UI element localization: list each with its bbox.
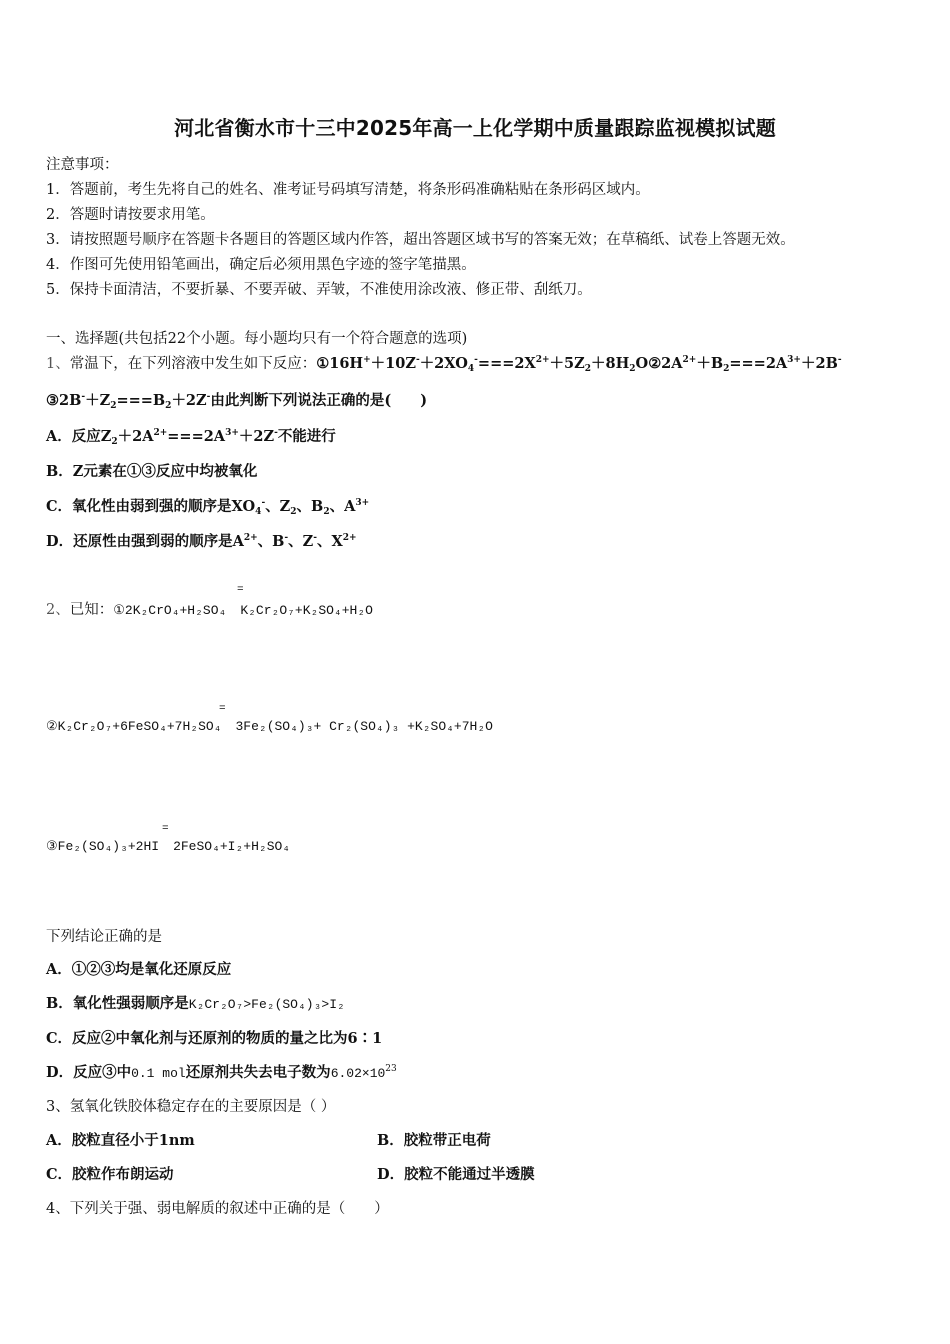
q1-stem-line2 (46, 389, 427, 410)
q2-eq1-sign: = (237, 584, 244, 596)
page-title: 河北省衡水市十三中2025年高一上化学期中质量跟踪监视模拟试题 (174, 116, 776, 140)
q1-option-c: C．氧化性由弱到强的顺序是$XO_4^-$、$Z_2$、$B_2$、$A^{3+}$ (46, 498, 370, 517)
q2-eq2-sign: = (219, 703, 226, 715)
q2-option-c: C．反应②中氧化剂与还原剂的物质的量之比为6∶1 (46, 1030, 383, 1047)
q1-stem-prefix: 常温下，在下列溶液中发生如下反应： (69, 356, 317, 372)
q3-option-c: C．胶粒作布朗运动 (46, 1166, 174, 1183)
q4-stem: 4、下列关于强、弱电解质的叙述中正确的是（ ） (46, 1201, 389, 1217)
q2-equation-2: ②K₂Cr₂O₇+6FeSO₄+7H₂SO₄ 3Fe₂(SO₄)₃+ Cr₂(SO₄)₃ +K₂SO₄+7H₂O (46, 719, 493, 734)
note-item: 1．答题前，考生先将自己的姓名、准考证号码填写清楚，将条形码准确粘贴在条形码区域内。 (46, 182, 650, 198)
q3-option-d: D．胶粒不能通过半透膜 (377, 1166, 535, 1183)
q2-option-b: B．氧化性强弱顺序是K₂Cr₂O₇>Fe₂(SO₄)₃>I₂ (46, 995, 345, 1012)
q3-option-b: B．胶粒带正电荷 (377, 1132, 491, 1149)
section-heading: 一、选择题(共包括22个小题。每小题均只有一个符合题意的选项) (46, 331, 468, 347)
notes-heading: 注意事项： (46, 157, 119, 173)
q2-option-d: D．反应③中0.1 mol还原剂共失去电子数为$6.02\times 10^{23}$ (46, 1064, 397, 1081)
q2-number: 2、 (46, 602, 70, 618)
q2-eq3-sign: = (162, 823, 169, 835)
note-item: 3．请按照题号顺序在答题卡各题目的答题区域内作答，超出答题区域书写的答案无效；在草稿纸、试卷上答题无效。 (46, 232, 795, 248)
q1-stem-suffix: 由此判断下列说法正确的是( ) (210, 392, 428, 409)
q1-stem-line1 (46, 352, 842, 373)
q3-option-a: A．胶粒直径小于1nm (46, 1132, 195, 1149)
note-item: 2．答题时请按要求用笔。 (46, 207, 215, 223)
q1-option-d: D．还原性由强到弱的顺序是$A^{2+}$、B-、Z-、$X^{2+}$ (46, 533, 357, 550)
q2-equation-1: 2、已知：①2K₂CrO₄+H₂SO₄ K₂Cr₂O₇+K₂SO₄+H₂O (46, 602, 373, 618)
q1-reaction-2: $②2A^{2+}+B_2===2A^{3+}+2B^-$ (648, 355, 842, 374)
note-item: 4．作图可先使用铅笔画出，确定后必须用黑色字迹的签字笔描黑。 (46, 257, 476, 273)
q1-reaction-1: $①16H^++10Z^-+2XO_4^-===2X^{2+}+5Z_2+8H_2O$ (316, 355, 649, 374)
q2-prompt: 下列结论正确的是 (46, 929, 162, 945)
q1-option-a: A．反应$Z_2+2A^{2+}===2A^{3+}+2Z^-$不能进行 (46, 428, 336, 447)
q2-option-a: A．①②③均是氧化还原反应 (46, 961, 232, 978)
q1-reaction-3: $③2B^-+Z_2===B_2+2Z^-$ (46, 392, 211, 411)
note-item: 5．保持卡面清洁，不要折暴、不要弄破、弄皱，不准使用涂改液、修正带、刮纸刀。 (46, 282, 592, 298)
q1-option-b: B．Z元素在①③反应中均被氧化 (46, 463, 258, 480)
q2-equation-3: ③Fe₂(SO₄)₃+2HI 2FeSO₄+I₂+H₂SO₄ (46, 839, 291, 854)
q3-stem: 3、氢氧化铁胶体稳定存在的主要原因是（ ） (46, 1099, 336, 1115)
q1-number: 1、 (46, 356, 70, 372)
